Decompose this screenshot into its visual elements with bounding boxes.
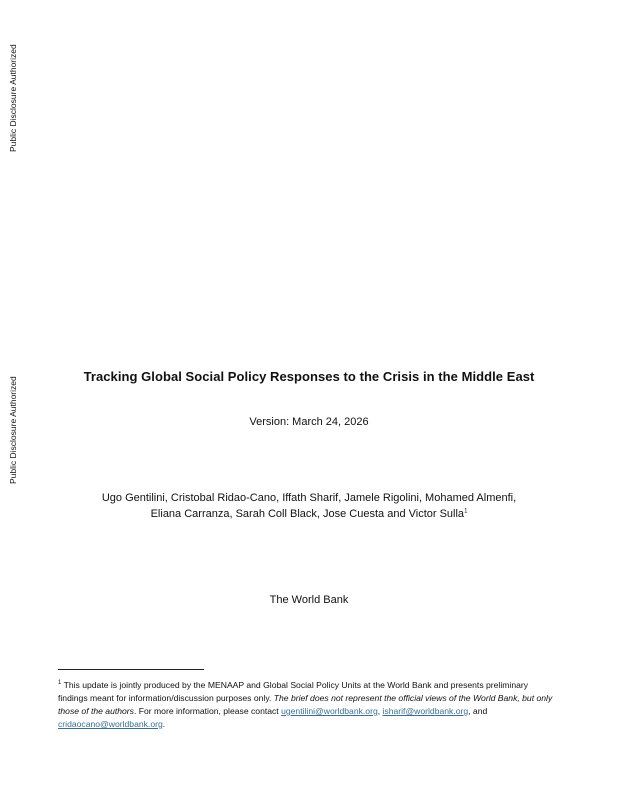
footnote-reference[interactable]: 1 — [464, 508, 468, 515]
public-disclosure-label-middle: Public Disclosure Authorized — [8, 376, 18, 484]
footnote-text: This update is jointly produced by the MENAAP and Global Social Policy Units at the World Bank and presents preliminary findings meant for information/discussion purposes only. — [58, 680, 529, 703]
author-line-2-text: Eliana Carranza, Sarah Coll Black, Jose Cuesta and Victor Sulla — [150, 508, 465, 520]
version-date: Version: March 24, 2026 — [249, 416, 369, 428]
footnote-disclaimer: The brief does not represent the official views of the World Bank, but only those of the authors — [58, 693, 553, 716]
footnote-mark: 1 — [58, 680, 62, 687]
author-list — [0, 490, 618, 522]
footnote-divider — [58, 669, 204, 670]
email-link-isharif[interactable]: isharif@worldbank.org — [382, 706, 469, 716]
organization-name: The World Bank — [269, 594, 349, 606]
footnote-separator-1: , — [377, 706, 383, 716]
email-link-ugentilini[interactable]: ugentilini@worldbank.org — [281, 706, 378, 716]
public-disclosure-label-top: Public Disclosure Authorized — [8, 44, 18, 152]
email-link-cridaocano[interactable]: cridaocano@worldbank.org — [58, 719, 163, 729]
author-line-2 — [0, 506, 618, 522]
document-title: Tracking Global Social Policy Responses to the Crisis in the Middle East — [83, 369, 535, 384]
author-line-1: Ugo Gentilini, Cristobal Ridao-Cano, Iffath Sharif, Jamele Rigolini, Mohamed Almenfi, — [101, 492, 517, 504]
footnote — [58, 679, 558, 731]
footnote-separator-2: , and — [468, 706, 488, 716]
footnote-contact-text: . For more information, please contact — [133, 706, 282, 716]
footnote-end: . — [162, 719, 166, 729]
